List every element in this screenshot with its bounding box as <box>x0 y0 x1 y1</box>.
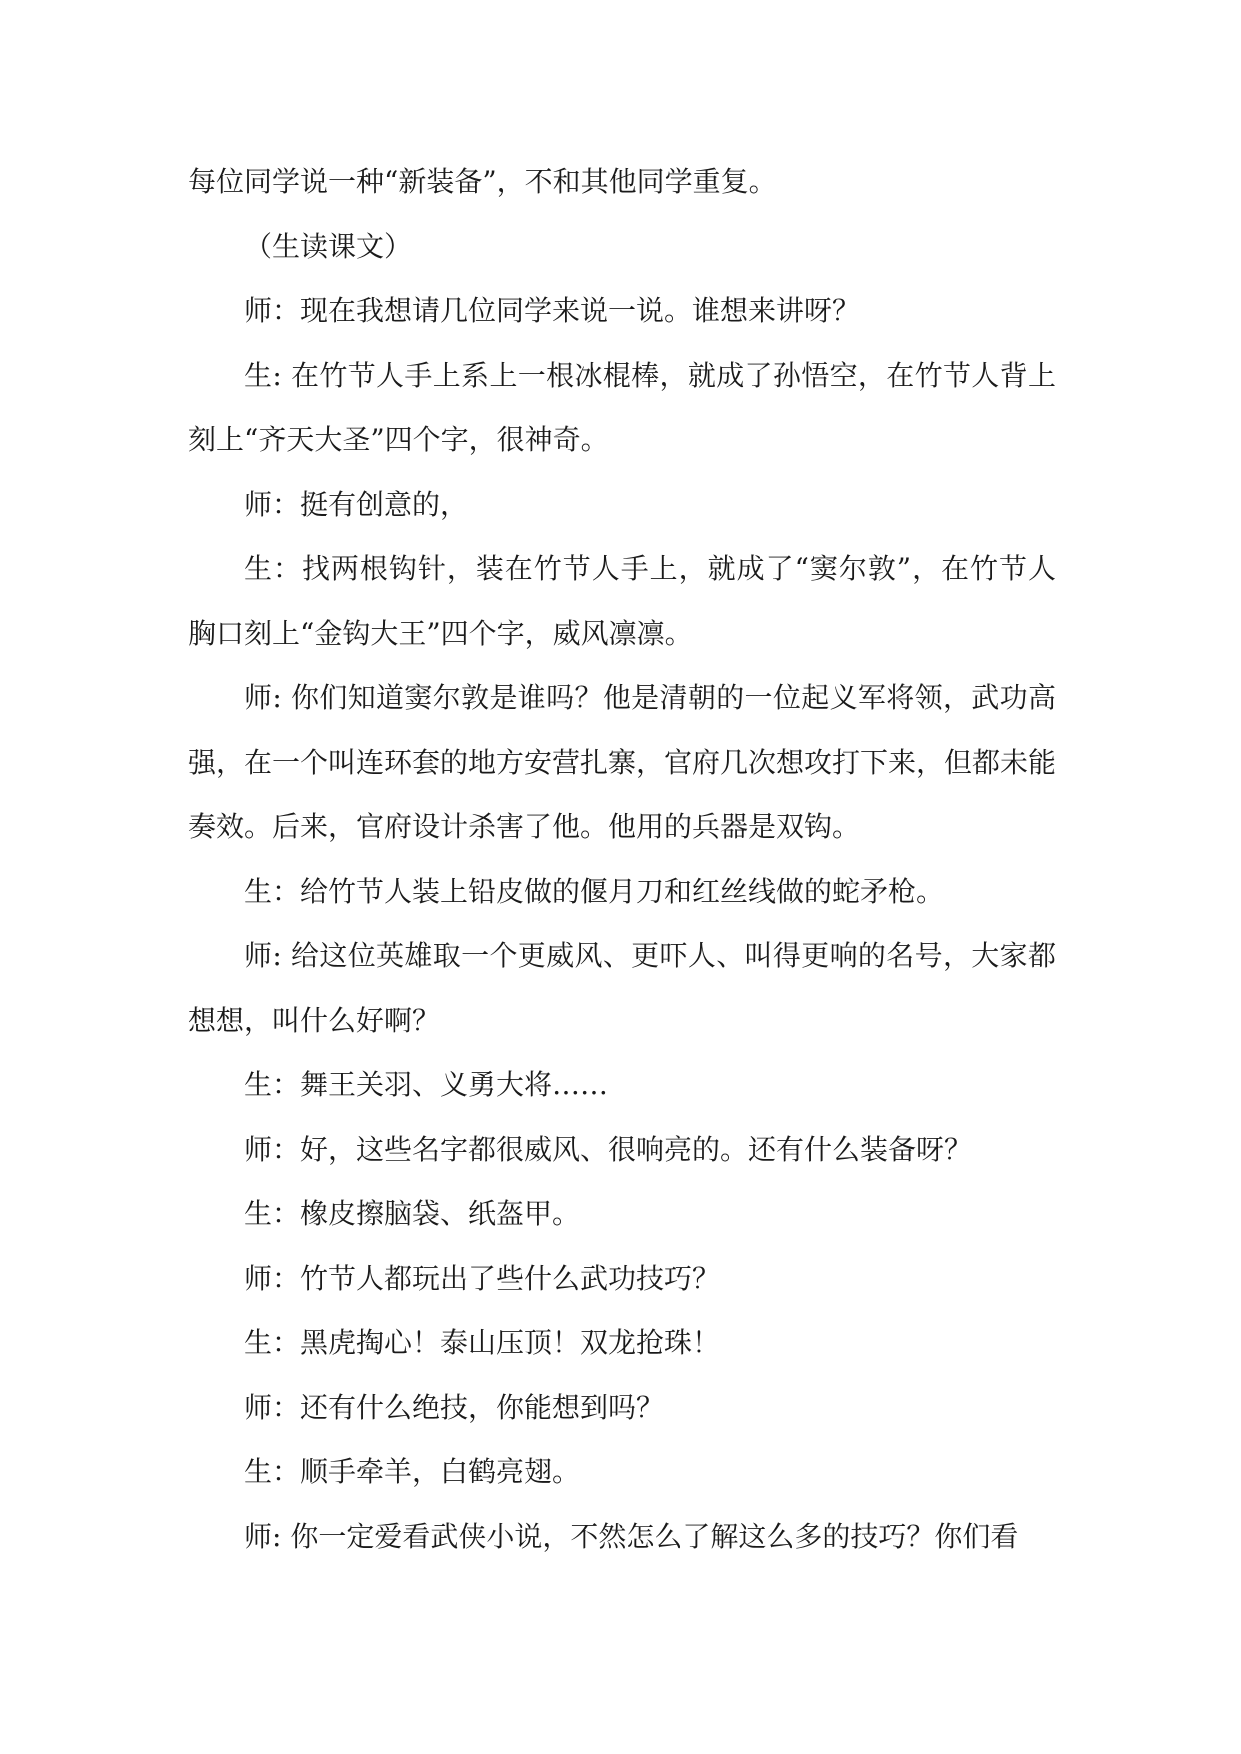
paragraph: 生：给竹节人装上铅皮做的偃月刀和红丝线做的蛇矛枪。 <box>244 874 945 908</box>
paragraph: 每位同学说一种“新装备”，不和其他同学重复。 <box>188 165 777 198</box>
paragraph: 生：橡皮擦脑袋、纸盔甲。 <box>244 1197 581 1230</box>
paragraph: 生：找两根钩针，装在竹节人手上，就成了“窦尔敦”，在竹节人胸口刻上“金钩大王”四个字，威风凛凛。 <box>188 552 1056 650</box>
paragraph: 生：黑虎掏心！泰山压顶！双龙抢珠！ <box>244 1326 721 1359</box>
paragraph: 生：顺手牵羊，白鹤亮翅。 <box>244 1455 581 1488</box>
document-body <box>188 150 1056 1569</box>
paragraph: 师: 你们知道窦尔敦是谁吗？他是清朝的一位起义军将领，武功高强，在一个叫连环套的地方安营扎寨，官府几次想攻打下来，但都未能奏效。后来，官府设计杀害了他。他用的兵器是双钩。 <box>188 681 1057 843</box>
paragraph: （生读课文） <box>244 229 413 263</box>
paragraph: 生: 在竹节人手上系上一根冰棍棒，就成了孙悟空，在竹节人背上刻上“齐天大圣”四个字，很神奇。 <box>188 358 1056 456</box>
paragraph: 师：好，这些名字都很威风、很响亮的。还有什么装备呀？ <box>244 1132 973 1166</box>
paragraph: 师：挺有创意的， <box>244 487 469 521</box>
paragraph: 师：还有什么绝技，你能想到吗？ <box>244 1390 665 1424</box>
paragraph: 师：竹节人都玩出了些什么武功技巧？ <box>244 1261 721 1295</box>
paragraph: 生：舞王关羽、义勇大将…… <box>244 1068 609 1101</box>
paragraph: 师: 你一定爱看武侠小说，不然怎么了解这么多的技巧？你们看 <box>244 1519 1019 1553</box>
paragraph: 师: 给这位英雄取一个更威风、更吓人、叫得更响的名号，大家都想想，叫什么好啊？ <box>188 939 1056 1037</box>
paragraph: 师：现在我想请几位同学来说一说。谁想来讲呀？ <box>244 294 861 327</box>
